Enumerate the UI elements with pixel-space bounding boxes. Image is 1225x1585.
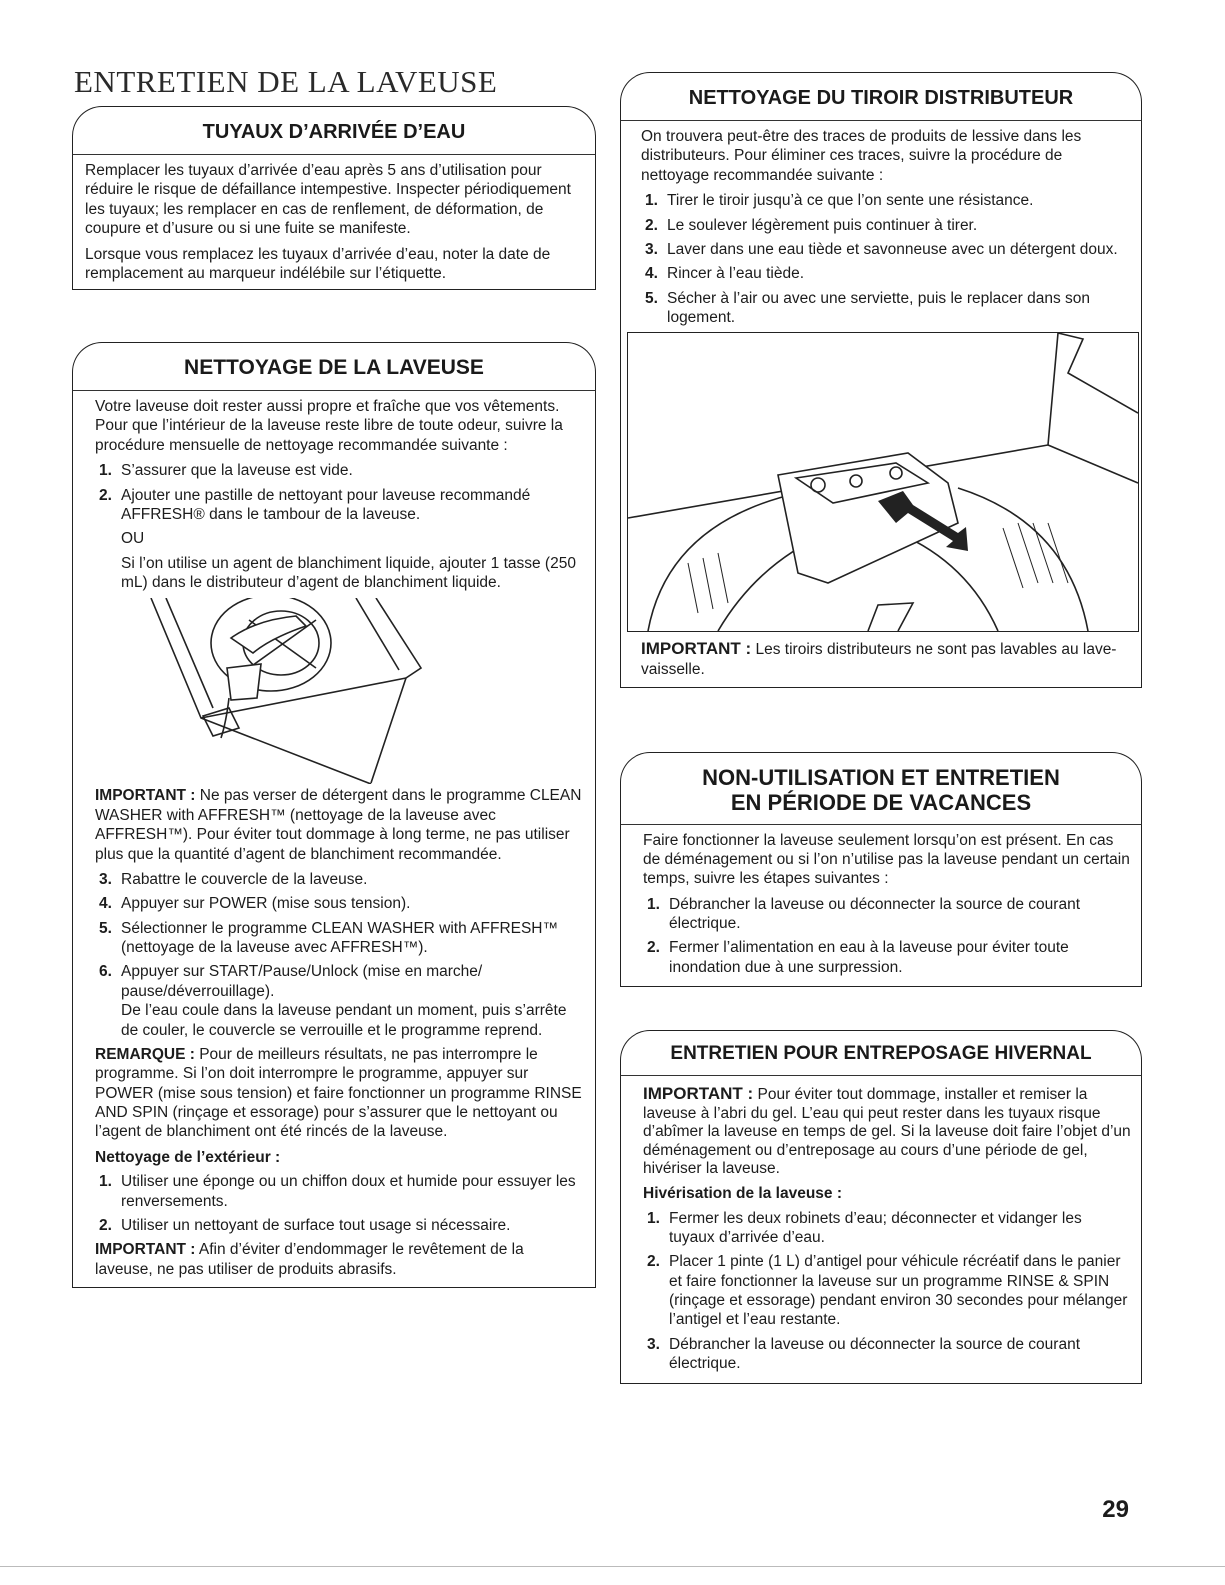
section-inlet-hoses — [72, 106, 596, 290]
list-item — [95, 919, 583, 958]
paragraph: Lorsque vous remplacez les tuyaux d’arrivée d’eau, noter la date de remplacement au marqueur indélébile sur l’étiquette. — [85, 245, 551, 282]
step-text: Le soulever légèrement puis continuer à tirer. — [667, 216, 978, 234]
list-item — [641, 240, 1133, 259]
step-number: 6. — [99, 963, 112, 981]
list-item — [643, 1209, 1131, 1248]
list-item — [643, 1335, 1131, 1374]
winterize-subheading: Hivérisation de la laveuse : — [643, 1184, 843, 1202]
step-text: Tirer le tiroir jusqu’à ce que l’on sente une résistance. — [667, 192, 1034, 210]
step-text: Sécher à l’air ou avec une serviette, puis le replacer dans son logement. — [667, 289, 1091, 326]
important-label: IMPORTANT : — [95, 1241, 196, 1259]
exterior-subheading: Nettoyage de l’extérieur : — [95, 1148, 281, 1166]
steps-list — [643, 1209, 1131, 1374]
steps-list — [95, 461, 583, 592]
step-number: 4. — [99, 895, 112, 913]
page-title: ENTRETIEN DE LA LAVEUSE — [74, 64, 498, 99]
list-item — [641, 216, 1133, 235]
steps-list — [641, 191, 1133, 327]
step-number: 3. — [647, 1335, 660, 1353]
step-number: 2. — [647, 939, 660, 957]
dispenser-drawer-illustration — [627, 332, 1139, 632]
paragraph: Faire fonctionner la laveuse seulement lorsqu’on est présent. En cas de déménagement ou si l’on n’utilise pas la laveuse pendant un certain temps, suivre les étapes suivantes : — [643, 831, 1130, 888]
list-item — [95, 870, 583, 889]
step-text: Utiliser un nettoyant de surface tout usage si nécessaire. — [121, 1216, 511, 1234]
list-item — [641, 264, 1133, 283]
list-item — [95, 894, 583, 913]
list-item — [95, 1216, 583, 1235]
important-label: IMPORTANT : — [643, 1084, 754, 1103]
step-number: 1. — [647, 895, 660, 913]
important-text: Ne pas verser de détergent dans le programme CLEAN WASHER with AFFRESH™ (nettoyage de la laveuse avec AFFRESH™). Pour éviter tout dommage à long terme, ne pas utiliser plus que la quantité d’agent de blanchiment recommandée. — [95, 787, 582, 863]
step-number: 4. — [645, 265, 658, 283]
remark-note — [95, 1045, 583, 1142]
step-text: Rabattre le couvercle de la laveuse. — [121, 870, 368, 888]
section-body — [72, 154, 596, 290]
step-number: 1. — [645, 192, 658, 210]
step-number: 1. — [99, 1173, 112, 1191]
section-header — [620, 752, 1142, 824]
step-number: 2. — [645, 216, 658, 234]
section-body — [620, 1075, 1142, 1384]
list-item — [641, 191, 1133, 210]
steps-list — [643, 895, 1133, 978]
list-item — [643, 895, 1133, 934]
step-number: 3. — [99, 870, 112, 888]
section-title-line2: EN PÉRIODE DE VACANCES — [730, 790, 1032, 816]
step-text: Sélectionner le programme CLEAN WASHER with AFFRESH™ (nettoyage de la laveuse avec AFFRESH™). — [121, 919, 559, 956]
section-header — [72, 106, 596, 154]
important-text: Afin d’éviter d’endommager le revêtement de la laveuse, ne pas utiliser de produits abrasifs. — [95, 1241, 524, 1278]
step-text: Ajouter une pastille de nettoyant pour laveuse recommandé AFFRESH® dans le tambour de la laveuse. — [121, 486, 531, 523]
step-number: 1. — [647, 1209, 660, 1227]
step-text: Utiliser une éponge ou un chiffon doux et humide pour essuyer les renversements. — [121, 1173, 576, 1210]
page-number: 29 — [1102, 1496, 1129, 1523]
section-title: TUYAUX D’ARRIVÉE D’EAU — [202, 121, 466, 143]
section-title: NETTOYAGE DU TIROIR DISTRIBUTEUR — [688, 87, 1074, 109]
important-note — [95, 786, 583, 864]
section-header — [72, 342, 596, 390]
step-text: Rincer à l’eau tiède. — [667, 265, 804, 283]
step-number: 3. — [645, 240, 658, 258]
step-alt-text: Si l’on utilise un agent de blanchiment liquide, ajouter 1 tasse (250 mL) dans le distributeur d’agent de blanchiment liquide. — [121, 554, 576, 591]
remark-label: REMARQUE : — [95, 1045, 195, 1063]
list-item — [95, 962, 583, 1040]
important-text: Les tiroirs distributeurs ne sont pas lavables au lave-vaisselle. — [641, 641, 1117, 678]
step-text: Placer 1 pinte (1 L) d’antigel pour véhicule récréatif dans le panier et faire fonctionner la laveuse sur un programme RINSE & SPIN (rinçage et essorage) pendant environ 30 secondes pour mélanger l’antigel et l’eau restante. — [669, 1253, 1128, 1329]
section-title-line1: NON-UTILISATION ET ENTRETIEN — [702, 765, 1060, 790]
paragraph: Votre laveuse doit rester aussi propre et fraîche que vos vêtements. Pour que l’intérieur de la laveuse reste libre de toute odeur, suivre la procédure mensuelle de nettoyage recommandée suivante : — [95, 398, 563, 454]
step-number: 2. — [647, 1253, 660, 1271]
step-text: Appuyer sur POWER (mise sous tension). — [121, 895, 411, 913]
section-body — [72, 390, 596, 1288]
step-more-text: De l’eau coule dans la laveuse pendant un moment, puis s’arrête de couler, le couvercle se verrouille et le programme reprend. — [121, 1002, 567, 1039]
list-item — [643, 938, 1133, 977]
step-text: Appuyer sur START/Pause/Unlock (mise en marche/ pause/déverrouillage). — [121, 963, 483, 1000]
important-label: IMPORTANT : — [95, 787, 196, 805]
step-text: Fermer les deux robinets d’eau; déconnecter et vidanger les tuyaux d’arrivée d’eau. — [669, 1209, 1082, 1246]
important-text: Pour éviter tout dommage, installer et remiser la laveuse à l’abri du gel. L’eau qui peut rester dans les tuyaux risque d’abîmer la laveuse en temps de gel. Si la laveuse doit faire l’objet d’un déménagement ou d’entreposage au cours d’une période de gel, hivériser la laveuse. — [643, 1086, 1131, 1178]
step-number: 5. — [99, 919, 112, 937]
section-header — [620, 1030, 1142, 1075]
step-number: 2. — [99, 486, 112, 504]
section-dispenser-drawer — [620, 72, 1142, 688]
section-winter-storage — [620, 1030, 1142, 1384]
list-item — [95, 486, 583, 593]
list-item — [95, 1172, 583, 1211]
step-text: Fermer l’alimentation en eau à la laveuse pour éviter toute inondation due à une surpression. — [669, 939, 1069, 976]
important-note — [95, 1240, 583, 1279]
section-vacation-care — [620, 752, 1142, 987]
step-text: S’assurer que la laveuse est vide. — [121, 462, 353, 480]
steps-list — [95, 870, 583, 1040]
section-body — [620, 824, 1142, 988]
remark-text: Pour de meilleurs résultats, ne pas interrompre le programme. Si l’on doit interrompre le programme, appuyer sur POWER (mise sous tension) et faire fonctionner un programme RINSE AND SPIN (rinçage et essorage) pour s’assurer que le nettoyant ou l’agent de blanchiment ont été rincés de la laveuse. — [95, 1045, 582, 1141]
paragraph: On trouvera peut-être des traces de produits de lessive dans les distributeurs. Pour éliminer ces traces, suivre la procédure de nettoyage recommandée suivante : — [641, 128, 1082, 184]
important-note — [641, 638, 1133, 679]
step-text: Débrancher la laveuse ou déconnecter la source de courant électrique. — [669, 1335, 1081, 1373]
step-number: 1. — [99, 462, 112, 480]
section-washer-cleaning — [72, 342, 596, 1288]
section-title: NETTOYAGE DE LA LAVEUSE — [184, 356, 484, 379]
important-label: IMPORTANT : — [641, 639, 752, 659]
list-item — [643, 1252, 1131, 1330]
section-header — [620, 72, 1142, 120]
list-item — [641, 289, 1133, 328]
steps-list — [95, 1172, 583, 1235]
step-number: 5. — [645, 289, 658, 307]
or-label: OU — [121, 530, 145, 548]
page-bottom-rule — [0, 1566, 1225, 1567]
step-text: Laver dans une eau tiède et savonneuse avec un détergent doux. — [667, 240, 1118, 258]
paragraph: Remplacer les tuyaux d’arrivée d’eau après 5 ans d’utilisation pour réduire le risque de défaillance intempestive. Inspecter périodiquement les tuyaux; les remplacer en cas de renflement, de déformation, de coupure et d’usure ou si une fuite se manifeste. — [85, 162, 571, 238]
section-body — [620, 120, 1142, 688]
section-title: ENTRETIEN POUR ENTREPOSAGE HIVERNAL — [670, 1043, 1092, 1064]
step-text: Débrancher la laveuse ou déconnecter la source de courant électrique. — [669, 895, 1081, 933]
step-number: 2. — [99, 1216, 112, 1234]
washer-pour-illustration — [131, 598, 431, 784]
important-note — [643, 1084, 1131, 1179]
list-item — [95, 461, 583, 480]
